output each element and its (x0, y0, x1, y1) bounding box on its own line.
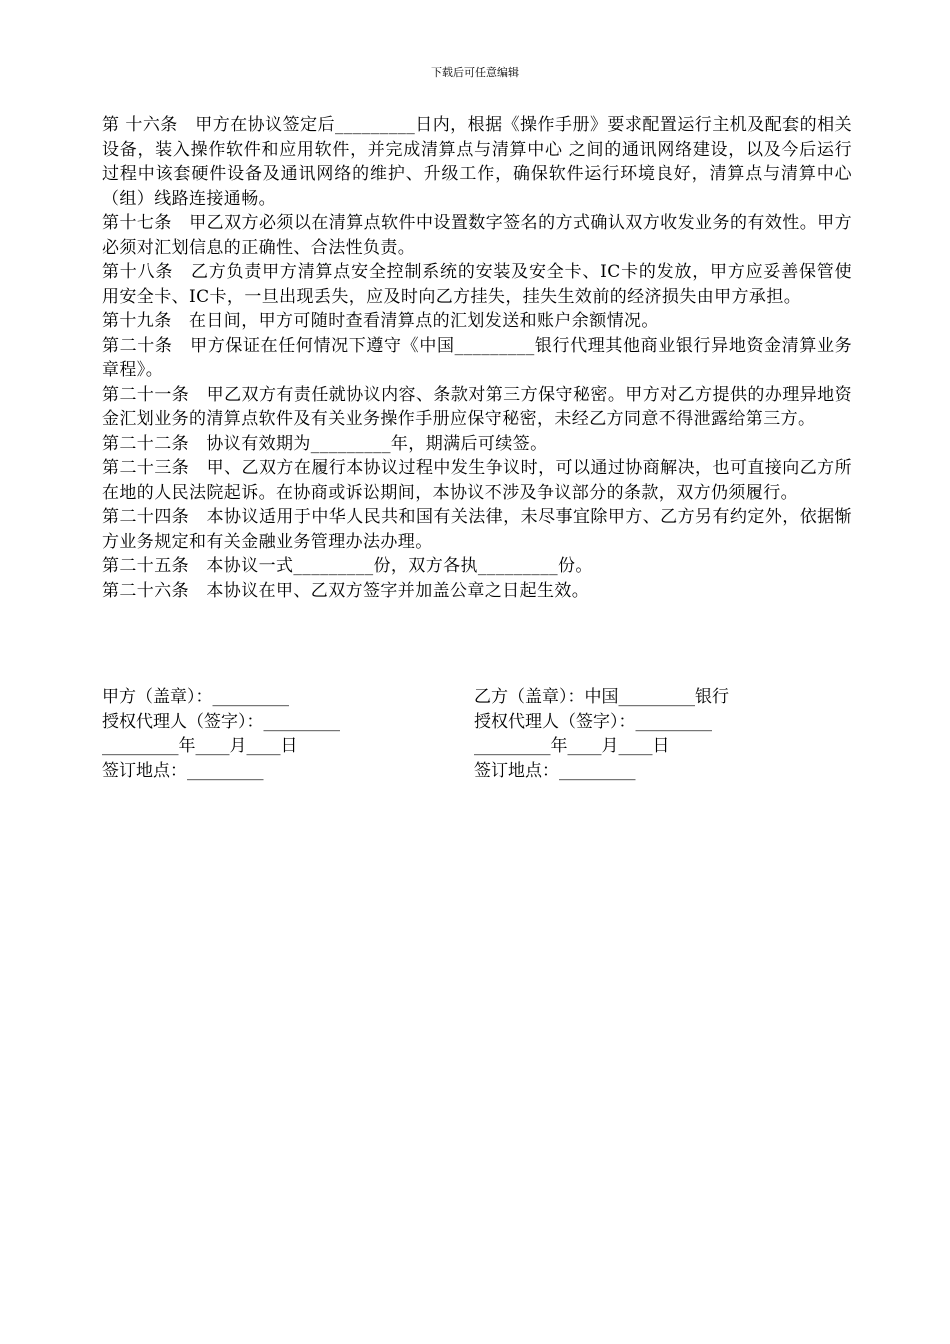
article-20: 第二十条 甲方保证在任何情况下遵守《中国_________银行代理其他商业银行异地资金清算业务章程》。 (102, 335, 852, 380)
article-24: 第二十四条 本协议适用于中华人民共和国有关法律，未尽事宜除甲方、乙方另有约定外，依据惭方业务规定和有关金融业务管理办法办理。 (102, 507, 852, 552)
signature-row-seal (102, 685, 852, 710)
article-26: 第二十六条 本协议在甲、乙双方签字并加盖公章之日起生效。 (102, 580, 590, 601)
signature-row-place (102, 759, 852, 784)
article-25: 第二十五条 本协议一式_________份，双方各执_________份。 (102, 556, 593, 576)
party-b-place: 签订地点：_________ (474, 760, 636, 781)
signature-block (102, 685, 852, 783)
party-b-seal: 乙方（盖章）：中国_________银行 (474, 687, 729, 707)
party-a-seal: 甲方（盖章）：_________ (102, 687, 289, 707)
article-21: 第二十一条 甲乙双方有责任就协议内容、条款对第三方保守秘密。甲方对乙方提供的办理异地资金汇划业务的清算点软件及有关业务操作手册应保守秘密，未经乙方同意不得泄露给第三方。 (102, 384, 852, 429)
party-b-date: _________年____月____日 (474, 736, 670, 756)
party-a-agent: 授权代理人（签字）：_________ (102, 711, 340, 732)
party-b-agent: 授权代理人（签字）：_________ (474, 711, 712, 732)
article-17: 第十七条 甲乙双方必须以在清算点软件中设置数字签名的方式确认双方收发业务的有效性。甲方必须对汇划信息的正确性、合法性负责。 (102, 213, 852, 258)
agreement-body (102, 113, 852, 603)
signature-row-agent (102, 710, 852, 735)
article-18: 第十八条 乙方负责甲方清算点安全控制系统的安装及安全卡、IC卡的发放，甲方应妥善保管使用安全卡、IC卡，一旦出现丢失，应及时向乙方挂失，挂失生效前的经济损失由甲方承担。 (102, 262, 852, 307)
article-16: 第 十六条 甲方在协议签定后_________日内，根据《操作手册》要求配置运行主机及配套的相关设备，装入操作软件和应用软件，并完成清算点与清算中心 之间的通讯网络建设，以及今后运行过程中该套硬件设备及通讯网络的维护、升级工作，确保软件运行环境良好，清算点与清算中心（组）线路连接通畅。 (102, 115, 852, 209)
article-23: 第二十三条 甲、乙双方在履行本协议过程中发生争议时，可以通过协商解决，也可直接向乙方所在地的人民法院起诉。在协商或诉讼期间，本协议不涉及争议部分的条款，双方仍须履行。 (102, 458, 852, 503)
party-a-date: _________年____月____日 (102, 736, 298, 756)
article-22: 第二十二条 协议有效期为_________年，期满后可续签。 (102, 433, 548, 454)
party-a-place: 签订地点：_________ (102, 760, 264, 781)
page-header-note: 下载后可任意编辑 (431, 66, 519, 79)
signature-row-date (102, 734, 852, 759)
article-19: 第十九条 在日间，甲方可随时查看清算点的汇划发送和账户余额情况。 (102, 311, 659, 331)
